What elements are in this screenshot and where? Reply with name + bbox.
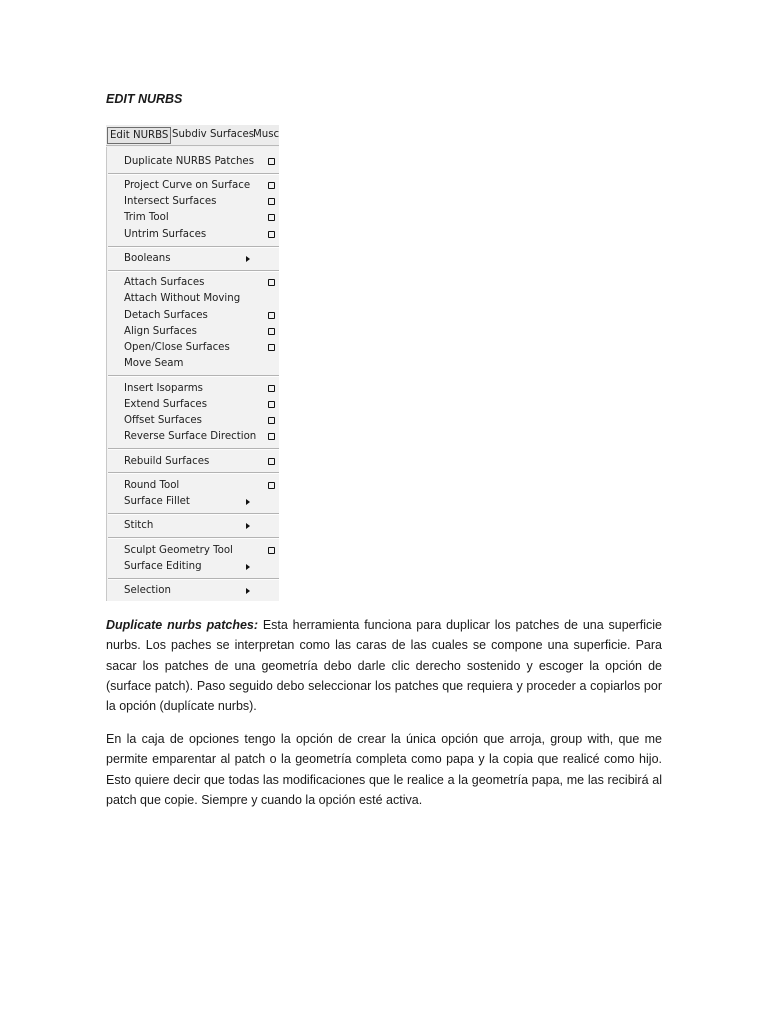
- menu-item-detach-surfaces[interactable]: Detach Surfaces: [124, 310, 208, 321]
- submenu-arrow-icon: [246, 588, 250, 594]
- option-box-icon[interactable]: [268, 328, 275, 335]
- option-box-icon[interactable]: [268, 279, 275, 286]
- menu-separator: [108, 270, 279, 272]
- menu-item-surface-fillet[interactable]: Surface Fillet: [124, 496, 190, 507]
- menu-item-align-surfaces[interactable]: Align Surfaces: [124, 326, 197, 337]
- paragraph-lead: Duplicate nurbs patches:: [106, 618, 259, 632]
- menu-separator: [108, 375, 279, 377]
- paragraph-option-box: En la caja de opciones tengo la opción de crear la única opción que arroja, group with, que me permite emparentar al patch o la geometría completa como papa y la copia que realicé como hijo. Esto quiere decir que todas las modificaciones que le realice a la geometría papa, me las recibirá al patch que copie. Siempre y cuando la opción esté activa.: [106, 732, 662, 807]
- menu-item-sculpt-geometry-tool[interactable]: Sculpt Geometry Tool: [124, 545, 233, 556]
- menu-item-stitch[interactable]: Stitch: [124, 520, 154, 531]
- menu-separator: [108, 246, 279, 248]
- submenu-arrow-icon: [246, 523, 250, 529]
- menu-item-insert-isoparms[interactable]: Insert Isoparms: [124, 383, 203, 394]
- option-box-icon[interactable]: [268, 312, 275, 319]
- menu-separator: [108, 448, 279, 450]
- option-box-icon[interactable]: [268, 231, 275, 238]
- menu-screenshot: [106, 125, 279, 601]
- submenu-arrow-icon: [246, 499, 250, 505]
- option-box-icon[interactable]: [268, 385, 275, 392]
- menu-separator: [108, 173, 279, 175]
- option-box-icon[interactable]: [268, 344, 275, 351]
- menu-separator: [108, 472, 279, 474]
- submenu-arrow-icon: [246, 256, 250, 262]
- paragraph-duplicate-nurbs-patches: [106, 615, 662, 716]
- menu-bar: [106, 125, 279, 146]
- menubar-item-subdiv-surfaces[interactable]: Subdiv Surfaces: [172, 129, 255, 140]
- menu-item-surface-editing[interactable]: Surface Editing: [124, 561, 202, 572]
- menubar-item-musc[interactable]: Musc: [253, 129, 279, 140]
- menu-item-trim-tool[interactable]: Trim Tool: [124, 212, 169, 223]
- menu-item-attach-surfaces[interactable]: Attach Surfaces: [124, 277, 205, 288]
- section-heading: EDIT NURBS: [106, 92, 183, 106]
- menu-item-selection[interactable]: Selection: [124, 585, 171, 596]
- option-box-icon[interactable]: [268, 458, 275, 465]
- menu-item-open-close-surfaces[interactable]: Open/Close Surfaces: [124, 342, 230, 353]
- menu-item-untrim-surfaces[interactable]: Untrim Surfaces: [124, 229, 207, 240]
- submenu-arrow-icon: [246, 564, 250, 570]
- option-box-icon[interactable]: [268, 182, 275, 189]
- menu-separator: [108, 513, 279, 515]
- menu-item-rebuild-surfaces[interactable]: Rebuild Surfaces: [124, 456, 210, 467]
- menu-item-attach-without-moving[interactable]: Attach Without Moving: [124, 293, 241, 304]
- menu-item-move-seam[interactable]: Move Seam: [124, 358, 184, 369]
- menu-separator: [108, 537, 279, 539]
- menubar-item-edit-nurbs[interactable]: Edit NURBS: [107, 127, 171, 144]
- edit-nurbs-dropdown: [106, 147, 279, 601]
- menu-item-round-tool[interactable]: Round Tool: [124, 480, 180, 491]
- menu-item-intersect-surfaces[interactable]: Intersect Surfaces: [124, 196, 217, 207]
- option-box-icon[interactable]: [268, 547, 275, 554]
- option-box-icon[interactable]: [268, 198, 275, 205]
- option-box-icon[interactable]: [268, 158, 275, 165]
- menu-item-reverse-surface-direction[interactable]: Reverse Surface Direction: [124, 431, 257, 442]
- option-box-icon[interactable]: [268, 433, 275, 440]
- menu-item-project-curve-on-surface[interactable]: Project Curve on Surface: [124, 180, 251, 191]
- paragraph-body: Esta herramienta funciona para duplicar los patches de una superficie nurbs. Los paches se interpretan como las caras de las cuales se compone una superficie. Para sacar los patches de una geometría debo darle clic derecho sostenido y escoger la opción de (surface patch). Paso seguido debo seleccionar los patches que requiera y proceder a copiarlos por la opción (duplícate nurbs).: [106, 618, 662, 714]
- menu-separator: [108, 578, 279, 580]
- option-box-icon[interactable]: [268, 401, 275, 408]
- menu-item-offset-surfaces[interactable]: Offset Surfaces: [124, 415, 202, 426]
- option-box-icon[interactable]: [268, 214, 275, 221]
- option-box-icon[interactable]: [268, 482, 275, 489]
- menu-item-extend-surfaces[interactable]: Extend Surfaces: [124, 399, 208, 410]
- menu-item-duplicate-nurbs-patches[interactable]: Duplicate NURBS Patches: [124, 156, 254, 167]
- option-box-icon[interactable]: [268, 417, 275, 424]
- menu-item-booleans[interactable]: Booleans: [124, 253, 171, 264]
